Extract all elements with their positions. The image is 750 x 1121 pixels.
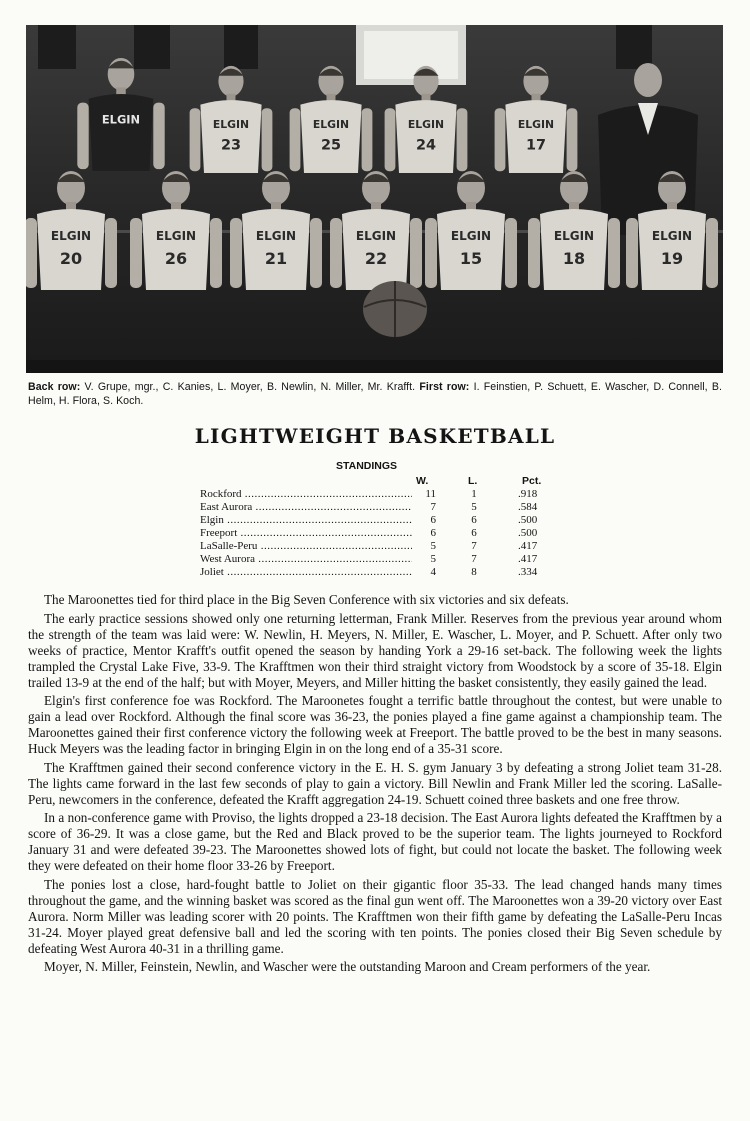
column-header-l: L. bbox=[468, 475, 478, 487]
paragraph: Elgin's first conference foe was Rockford. The Maroonetes fought a terrific battle throughout the contest, but were unable to gain a lead over Rockford. Although the final score was 36-23, the ponies played a fine game against a championship team. The Maroonettes gained their first conference victory the following week at Freeport. The battle proved to be the best in many seasons. Huck Meyers was the leading factor in bringing Elgin in on the long end of a 35-31 score. bbox=[28, 693, 722, 756]
jersey-number: 17 bbox=[525, 137, 547, 154]
paragraph: The ponies lost a close, hard-fought battle to Joliet on their gigantic floor 35-33. The lead changed hands many times throughout the game, and the winning basket was scored as the final gun went off. The Maroonettes won a 39-20 victory over East Aurora. Norm Miller was leading scorer with 20 points. The Krafftmen won their fifth game by defeating the LaSalle-Peru Incas 31-24. Moyer played great defensive ball and led the scoring with ten points. The ponies closed their Big Seven schedule by defeating West Aurora 40-31 in a thrilling game. bbox=[28, 876, 722, 956]
wins: 7 bbox=[412, 501, 436, 513]
jersey-lettering: ELGIN bbox=[101, 112, 141, 127]
table-row bbox=[200, 553, 560, 566]
caption-back-names: V. Grupe, mgr., C. Kanies, L. Moyer, B. Newlin, N. Miller, Mr. Krafft. bbox=[80, 381, 416, 393]
jersey-lettering: ELGIN bbox=[50, 229, 92, 243]
table-row bbox=[200, 514, 560, 527]
jersey-number: 26 bbox=[164, 249, 188, 268]
paragraph: The Maroonettes tied for third place in the Big Seven Conference with six victories and six defeats. bbox=[44, 592, 569, 607]
caption-first-names: I. Feinstien, P. Schuett, E. Wascher, D. Connell, B. Helm, H. Flora, S. Koch. bbox=[28, 381, 722, 407]
jersey-lettering: ELGIN bbox=[212, 118, 250, 131]
team-name: Joliet ..... bbox=[200, 566, 425, 578]
jersey-lettering: ELGIN bbox=[355, 229, 397, 243]
jersey-number: 24 bbox=[415, 137, 437, 154]
wins: 11 bbox=[412, 488, 436, 500]
losses: 1 bbox=[471, 488, 477, 500]
percentage: .500 bbox=[518, 527, 538, 539]
percentage: .417 bbox=[518, 540, 538, 552]
article-body bbox=[28, 592, 722, 978]
column-header-pct: Pct. bbox=[522, 475, 542, 487]
jersey-lettering: ELGIN bbox=[517, 118, 555, 131]
paragraph: In a non-conference game with Proviso, the lights dropped a 23-18 decision. The East Aurora lights defeated the Krafftmen by a score of 36-29. It was a close game, but the Red and Black proved to be the superior team. The lights journeyed to Rockford January 31 and were defeated 39-23. The Maroonettes showed lots of fight, but could not locate the basket. The following week they were defeated on their home floor 33-26 by Freeport. bbox=[28, 810, 722, 873]
jersey-number: 18 bbox=[562, 249, 586, 268]
losses: 5 bbox=[471, 501, 477, 513]
paragraph: The early practice sessions showed only one returning letterman, Frank Miller. Reserves from the previous year around whom the strength of the team was laid were: W. Newlin, H. Meyers, N. Miller, E. Wascher, L. Moyer, and P. Schuett. After only two weeks of practice, Mentor Krafft's outfit opened the season by handing York a 29-16 set-back. The following week the lights trampled the Crystal Lake Five, 33-9. The Krafftmen won their third straight victory from Woodstock by a score of 35-18. Elgin trailed 13-9 at the end of the half; but with Moyer, Meyers, and Miller hitting the basket consistently, they easily gained the lead. bbox=[28, 610, 722, 690]
jersey-number: 20 bbox=[59, 249, 83, 268]
jersey-lettering: ELGIN bbox=[407, 118, 445, 131]
losses: 8 bbox=[471, 566, 477, 578]
table-row bbox=[200, 527, 560, 540]
wins: 6 bbox=[412, 527, 436, 539]
team-name: East Aurora ..... bbox=[200, 501, 425, 513]
table-row bbox=[200, 501, 560, 514]
jersey-lettering: ELGIN bbox=[553, 229, 595, 243]
jersey-lettering: ELGIN bbox=[651, 229, 693, 243]
jersey-number: 21 bbox=[264, 249, 288, 268]
team-photo-image bbox=[26, 25, 723, 373]
table-row bbox=[200, 566, 560, 579]
team-photo bbox=[26, 25, 723, 373]
percentage: .417 bbox=[518, 553, 538, 565]
percentage: .500 bbox=[518, 514, 538, 526]
losses: 7 bbox=[471, 540, 477, 552]
percentage: .334 bbox=[518, 566, 538, 578]
page-title: LIGHTWEIGHT BASKETBALL bbox=[194, 424, 556, 448]
photo-caption bbox=[28, 380, 722, 408]
jersey-lettering: ELGIN bbox=[312, 118, 350, 131]
wins: 6 bbox=[412, 514, 436, 526]
paragraph: Moyer, N. Miller, Feinstein, Newlin, and Wascher were the outstanding Maroon and Cream performers of the year. bbox=[44, 959, 651, 974]
losses: 7 bbox=[471, 553, 477, 565]
wins: 5 bbox=[412, 540, 436, 552]
jersey-number: 25 bbox=[320, 137, 342, 154]
table-row bbox=[200, 488, 560, 501]
percentage: .918 bbox=[518, 488, 538, 500]
column-header-w: W. bbox=[416, 475, 429, 487]
team-name: Freeport ..... bbox=[200, 527, 425, 539]
wins: 5 bbox=[412, 553, 436, 565]
team-name: LaSalle-Peru ..... bbox=[200, 540, 425, 552]
jersey-number: 19 bbox=[660, 249, 684, 268]
losses: 6 bbox=[471, 527, 477, 539]
paragraph: The Krafftmen gained their second conference victory in the E. H. S. gym January 3 by defeating a strong Joliet team 31-28. The lights came forward in the last few seconds of play to gain a victory. Bill Newlin and Frank Miller led the scoring. LaSalle-Peru, newcomers in the conference, defeated the Krafft aggregation 24-19. Schuett coined three baskets and one free throw. bbox=[28, 759, 722, 807]
jersey-number: 23 bbox=[220, 137, 242, 154]
losses: 6 bbox=[471, 514, 477, 526]
wins: 4 bbox=[412, 566, 436, 578]
team-name: West Aurora ..... bbox=[200, 553, 425, 565]
team-name: Rockford ..... bbox=[200, 488, 425, 500]
jersey-lettering: ELGIN bbox=[255, 229, 297, 243]
caption-back-label: Back row: bbox=[28, 381, 81, 393]
jersey-lettering: ELGIN bbox=[155, 229, 197, 243]
standings-heading: STANDINGS bbox=[336, 460, 398, 472]
jersey-lettering: ELGIN bbox=[450, 229, 492, 243]
team-name: Elgin ..... bbox=[200, 514, 425, 526]
jersey-number: 15 bbox=[459, 249, 483, 268]
table-row bbox=[200, 540, 560, 553]
caption-first-label: First row: bbox=[419, 381, 470, 393]
percentage: .584 bbox=[518, 501, 538, 513]
jersey-number: 22 bbox=[364, 249, 388, 268]
